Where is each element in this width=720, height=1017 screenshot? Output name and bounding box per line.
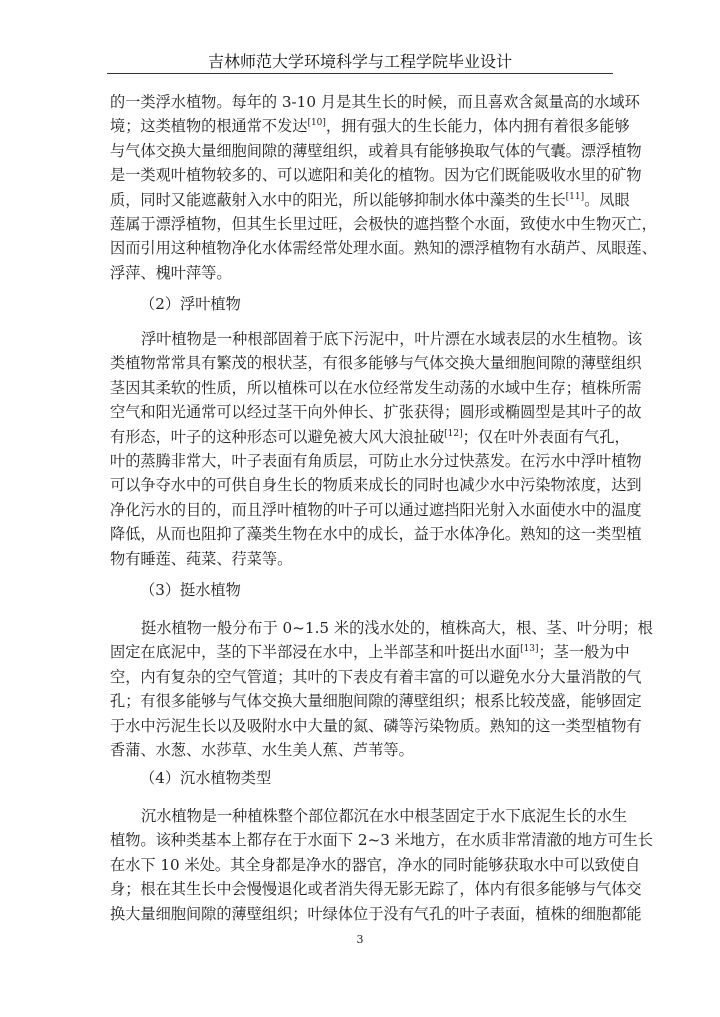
text-line	[110, 114, 630, 138]
page-number: 3	[356, 933, 364, 946]
text-line: 挺水植物一般分布于 0~1.5 米的浅水处的，植株高大，根、茎、叶分明；根	[141, 619, 653, 637]
paragraph	[110, 616, 653, 762]
section-heading: （3）挺水植物	[140, 581, 241, 599]
text-line	[110, 640, 630, 664]
text-line: 浮萍、槐叶萍等。	[110, 263, 232, 282]
text-line: 身；根在其生长中会慢慢退化或者消失得无影无踪了，体内有很多能够与气体交	[110, 880, 642, 899]
running-header: 吉林师范大学环境科学与工程学院毕业设计	[207, 52, 512, 71]
citation-ref: [13]	[520, 644, 539, 655]
text-line: 空气和阳光通常可以经过茎干向外伸长、扩张获得；圆形或椭圆型是其叶子的故	[110, 403, 642, 422]
header-rule	[107, 73, 613, 74]
text-line: 于水中污泥生长以及吸附水中大量的氮、磷等污染物质。熟知的这一类型植物有	[110, 716, 642, 735]
section-heading: （2）浮叶植物	[140, 295, 241, 313]
text-line: 是一类观叶植物较多的、可以遮阳和美化的植物。因为它们既能吸收水里的矿物	[110, 166, 642, 185]
text-line: 因而引用这种植物净化水体需经常处理水面。熟知的漂浮植物有水葫芦、凤眼莲、	[110, 239, 657, 258]
paragraph	[110, 90, 657, 285]
text-line: 可以争夺水中的可供自身生长的物质来成长的同时也减少水中污染物浓度，达到	[110, 476, 642, 495]
text-segment: ；仅在叶外表面有气孔，	[462, 427, 630, 446]
paragraph	[110, 804, 653, 926]
citation-ref: [10]	[307, 118, 326, 129]
text-line: 换大量细胞间隙的薄壁组织；叶绿体位于没有气孔的叶子表面，植株的细胞都能	[110, 904, 642, 923]
text-line: 空，内有复杂的空气管道；其叶的下表皮有着丰富的可以避免水分大量消散的气	[110, 667, 642, 686]
text-line: 孔；有很多能够与气体交换大量细胞间隙的薄壁组织；根系比较茂盛，能够固定	[110, 692, 642, 711]
text-line: 浮叶植物是一种根部固着于底下污泥中，叶片漂在水域表层的水生植物。该	[141, 330, 643, 348]
citation-ref: [11]	[565, 191, 585, 202]
text-line	[110, 425, 630, 449]
paragraph	[110, 327, 643, 571]
text-line: 类植物常常具有繁茂的根状茎，有很多能够与气体交换大量细胞间隙的薄壁组织	[110, 354, 642, 373]
text-line: 降低，从而也阻抑了藻类生物在水中的成长，益于水体净化。熟知的这一类型植	[110, 525, 642, 544]
text-line: 茎因其柔软的性质，所以植株可以在水位经常发生动荡的水域中生存；植株所需	[110, 378, 642, 397]
text-line: 莲属于漂浮植物，但其生长里过旺，会极快的遮挡整个水面，致使水中生物灭亡，	[110, 214, 657, 233]
text-segment: 。凤眼	[584, 190, 630, 209]
text-line	[110, 188, 630, 212]
text-line: 净化污水的目的，而且浮叶植物的叶子可以通过遮挡阳光射入水面使水中的温度	[110, 500, 642, 519]
section-heading: （4）沉水植物类型	[140, 769, 272, 787]
text-segment: 境；这类植物的根通常不发达	[110, 117, 308, 136]
text-line: 沉水植物是一种植株整个部位都沉在水中根茎固定于水下底泥生长的水生	[141, 807, 627, 825]
text-segment: ，拥有强大的生长能力，体内拥有着很多能够	[325, 117, 630, 136]
text-segment: 固定在底泥中，茎的下半部浸在水中，上半部茎和叶挺出水面	[110, 643, 521, 662]
text-line: 在水下 10 米处。其全身都是净水的器官，净水的同时能够获取水中可以致使自	[110, 855, 641, 874]
text-line: 香蒲、水葱、水莎草、水生美人蕉、芦苇等。	[110, 740, 414, 759]
text-segment: 有形态，叶子的这种形态可以避免被大风大浪扯破	[110, 427, 445, 446]
citation-ref: [12]	[444, 428, 463, 439]
text-line: 物有睡莲、莼菜、荇菜等。	[110, 549, 293, 568]
text-line: 植物。该种类基本上都存在于水面下 2~3 米地方，在水质非常清澈的地方可生长	[110, 831, 653, 850]
text-segment: ；茎一般为中	[538, 643, 630, 662]
text-line: 叶的蒸腾非常大，叶子表面有角质层，可防止水分过快蒸发。在污水中浮叶植物	[110, 451, 642, 470]
text-line: 与气体交换大量细胞间隙的薄壁组织，或着具有能够换取气体的气囊。漂浮植物	[110, 141, 642, 160]
text-segment: 质，同时又能遮蔽射入水中的阳光，所以能够抑制水体中藻类的生长	[110, 190, 566, 209]
text-line: 的一类浮水植物。每年的 3-10 月是其生长的时候，而且喜欢含氮量高的水域环	[110, 93, 640, 111]
